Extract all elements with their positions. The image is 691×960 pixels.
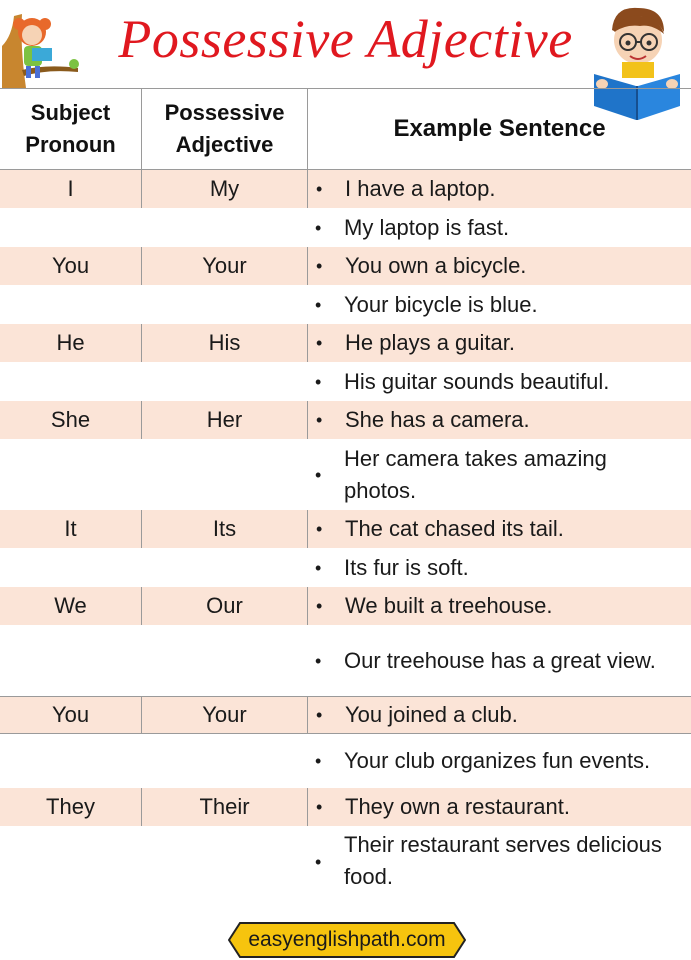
example-sentence-cell [307, 285, 691, 324]
possessive-adjective-cell [141, 208, 307, 247]
bullet-icon: • [316, 797, 323, 817]
table-row [0, 362, 691, 401]
table-row [0, 285, 691, 324]
table-row [0, 548, 691, 587]
bullet-icon: • [316, 410, 323, 430]
example-sentence-cell [307, 548, 691, 587]
example-sentence-cell [307, 788, 691, 826]
page-title: Possessive Adjective [118, 9, 573, 69]
table-row [0, 510, 691, 548]
example-sentence-cell [307, 587, 691, 625]
example-text: Their restaurant serves delicious food. [344, 832, 662, 889]
example-sentence-cell [307, 362, 691, 401]
example-sentence-cell [307, 170, 691, 208]
bullet-icon: • [315, 852, 322, 872]
table-body [0, 170, 691, 896]
bullet-icon: • [316, 519, 323, 539]
possessive-adjective-cell: Your [141, 697, 307, 733]
bullet-icon: • [316, 333, 323, 353]
table-row [0, 625, 691, 696]
girl-reading-icon [2, 6, 80, 88]
possessive-adjective-cell: His [141, 324, 307, 362]
table-row [0, 401, 691, 439]
subject-pronoun-cell: You [51, 253, 90, 278]
example-text: Your bicycle is blue. [344, 291, 538, 317]
example-text: Your club organizes fun events. [344, 748, 651, 773]
example-text: Its fur is soft. [344, 554, 469, 580]
subject-pronoun-cell [0, 625, 141, 696]
possessive-adjective-cell [141, 362, 307, 401]
table-row [0, 696, 691, 734]
website-badge [228, 922, 466, 958]
subject-pronoun-cell: We [54, 593, 87, 618]
table-row [0, 170, 691, 208]
example-sentence-cell [307, 439, 691, 510]
subject-pronoun-cell [0, 439, 141, 510]
bullet-icon: • [315, 465, 322, 485]
possessive-adjective-cell [141, 826, 307, 896]
subject-pronoun-cell: You [51, 702, 90, 727]
table-header [0, 88, 691, 170]
bullet-icon: • [316, 256, 323, 276]
bullet-icon: • [315, 751, 322, 771]
bullet-icon: • [315, 371, 322, 392]
example-text: Her camera takes amazing photos. [344, 445, 607, 503]
subject-pronoun-cell [0, 285, 141, 324]
subject-pronoun-cell [0, 362, 141, 401]
bullet-icon: • [316, 179, 323, 199]
subject-pronoun-cell: I [67, 176, 74, 201]
table-row [0, 826, 691, 896]
subject-pronoun-cell [0, 826, 141, 896]
example-sentence-cell [307, 247, 691, 285]
table-row [0, 587, 691, 625]
bullet-icon: • [315, 651, 322, 671]
bullet-icon: • [315, 294, 322, 315]
example-text: She has a camera. [345, 407, 530, 432]
header-subject-pronoun: Subject Pronoun [25, 100, 116, 157]
possessive-adjective-cell [141, 625, 307, 696]
example-sentence-cell [307, 734, 691, 788]
example-text: He plays a guitar. [345, 330, 515, 355]
example-sentence-cell [307, 208, 691, 247]
bullet-icon: • [315, 217, 322, 238]
possessive-adjective-cell: My [141, 170, 307, 208]
possessive-adjective-cell: Their [141, 788, 307, 826]
website-url: easyenglishpath.com [248, 928, 446, 951]
possessive-table [0, 88, 691, 896]
example-text: The cat chased its tail. [345, 516, 564, 541]
example-sentence-cell [307, 697, 691, 733]
possessive-adjective-cell: Her [141, 401, 307, 439]
possessive-adjective-cell [141, 548, 307, 587]
subject-pronoun-cell: She [50, 407, 91, 432]
example-text: His guitar sounds beautiful. [344, 368, 610, 394]
table-row [0, 439, 691, 510]
example-text: Our treehouse has a great view. [344, 647, 656, 673]
example-text: You joined a club. [345, 702, 518, 727]
table-row [0, 788, 691, 826]
bullet-icon: • [315, 557, 322, 578]
example-text: I have a laptop. [345, 176, 496, 201]
example-sentence-cell [307, 401, 691, 439]
possessive-adjective-cell [141, 439, 307, 510]
example-text: They own a restaurant. [345, 794, 571, 819]
possessive-adjective-cell: Our [141, 587, 307, 625]
example-sentence-cell [307, 510, 691, 548]
subject-pronoun-cell: He [56, 330, 85, 355]
table-row [0, 247, 691, 285]
table-row [0, 208, 691, 247]
table-row [0, 734, 691, 788]
possessive-adjective-cell: Your [141, 247, 307, 285]
table-row [0, 324, 691, 362]
header-possessive-adjective: Possessive Adjective [141, 89, 307, 169]
subject-pronoun-cell: They [46, 794, 95, 819]
example-text: You own a bicycle. [345, 253, 527, 278]
example-sentence-cell [307, 826, 691, 896]
example-sentence-cell [307, 625, 691, 696]
subject-pronoun-cell [0, 734, 141, 788]
example-sentence-cell [307, 324, 691, 362]
possessive-adjective-cell [141, 285, 307, 324]
possessive-adjective-cell [141, 734, 307, 788]
header-example-sentence: Example Sentence [307, 89, 691, 169]
subject-pronoun-cell [0, 548, 141, 587]
bullet-icon: • [316, 705, 323, 725]
possessive-adjective-cell: Its [141, 510, 307, 548]
example-text: My laptop is fast. [344, 214, 510, 240]
bullet-icon: • [316, 596, 323, 616]
subject-pronoun-cell: It [64, 516, 77, 541]
example-text: We built a treehouse. [345, 593, 553, 618]
subject-pronoun-cell [0, 208, 141, 247]
